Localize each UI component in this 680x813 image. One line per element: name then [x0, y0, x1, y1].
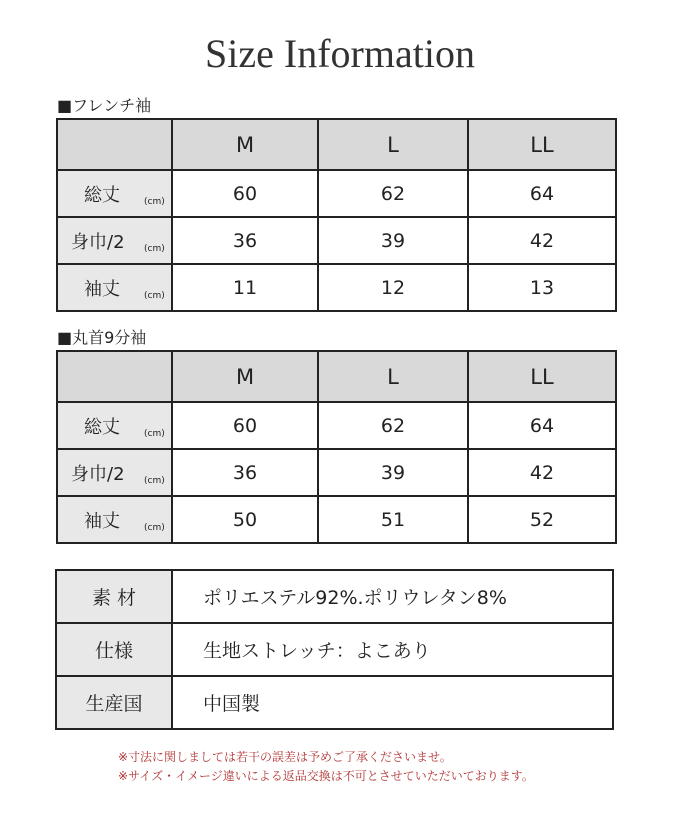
value-cell: 12	[318, 264, 468, 311]
value-cell: 62	[318, 402, 468, 449]
table-row	[57, 402, 616, 449]
note-no-returns: ※サイズ・イメージ違いによる返品交換は不可とさせていただいております。	[118, 769, 534, 783]
unit-label: (cm)	[144, 197, 165, 207]
table-header-row	[57, 351, 616, 402]
value-cell: 42	[468, 449, 616, 496]
unit-label: (cm)	[144, 244, 165, 254]
note-tolerance: ※寸法に関しましては若干の誤差は予めご了承くださいませ。	[118, 750, 452, 764]
info-key-material: 素 材	[56, 570, 172, 623]
product-info-table	[55, 569, 614, 730]
row-label: 総丈	[84, 417, 120, 438]
value-cell: 50	[172, 496, 318, 543]
table-row	[56, 570, 613, 623]
header-corner-cell	[57, 351, 172, 402]
info-value-spec: 生地ストレッチ：よこあり	[172, 623, 613, 676]
info-value-origin: 中国製	[172, 676, 613, 729]
header-size-l: L	[318, 351, 468, 402]
value-cell: 36	[172, 449, 318, 496]
value-cell: 52	[468, 496, 616, 543]
size-table-crew-neck	[56, 350, 617, 544]
header-size-l: L	[318, 119, 468, 170]
value-cell: 62	[318, 170, 468, 217]
table-row	[56, 623, 613, 676]
row-label: 袖丈	[84, 511, 120, 532]
row-label: 身巾/2	[71, 464, 125, 485]
table-row	[57, 449, 616, 496]
row-label: 総丈	[84, 185, 120, 206]
value-cell: 39	[318, 217, 468, 264]
info-value-material: ポリエステル92%.ポリウレタン8%	[172, 570, 613, 623]
value-cell: 60	[172, 170, 318, 217]
row-label: 袖丈	[84, 279, 120, 300]
value-cell: 64	[468, 402, 616, 449]
row-label: 身巾/2	[71, 232, 125, 253]
unit-label: (cm)	[144, 291, 165, 301]
notes-block	[118, 748, 534, 786]
header-size-ll: LL	[468, 119, 616, 170]
section-label-french-sleeve: ■フレンチ袖	[57, 96, 152, 115]
info-key-origin: 生産国	[56, 676, 172, 729]
value-cell: 11	[172, 264, 318, 311]
row-label-cell	[57, 402, 172, 449]
table-row	[56, 676, 613, 729]
value-cell: 42	[468, 217, 616, 264]
page-title: Size Information	[205, 31, 475, 76]
value-cell: 60	[172, 402, 318, 449]
info-key-spec: 仕様	[56, 623, 172, 676]
table-row	[57, 217, 616, 264]
header-size-m: M	[172, 351, 318, 402]
row-label-cell	[57, 217, 172, 264]
section-label-crew-neck: ■丸首9分袖	[57, 328, 147, 347]
header-size-ll: LL	[468, 351, 616, 402]
row-label-cell	[57, 264, 172, 311]
row-label-cell	[57, 496, 172, 543]
value-cell: 36	[172, 217, 318, 264]
table-row	[57, 264, 616, 311]
value-cell: 64	[468, 170, 616, 217]
value-cell: 39	[318, 449, 468, 496]
header-corner-cell	[57, 119, 172, 170]
table-header-row	[57, 119, 616, 170]
row-label-cell	[57, 170, 172, 217]
table-row	[57, 170, 616, 217]
unit-label: (cm)	[144, 523, 165, 533]
size-table-french-sleeve	[56, 118, 617, 312]
value-cell: 51	[318, 496, 468, 543]
unit-label: (cm)	[144, 429, 165, 439]
value-cell: 13	[468, 264, 616, 311]
row-label-cell	[57, 449, 172, 496]
table-row	[57, 496, 616, 543]
unit-label: (cm)	[144, 476, 165, 486]
header-size-m: M	[172, 119, 318, 170]
